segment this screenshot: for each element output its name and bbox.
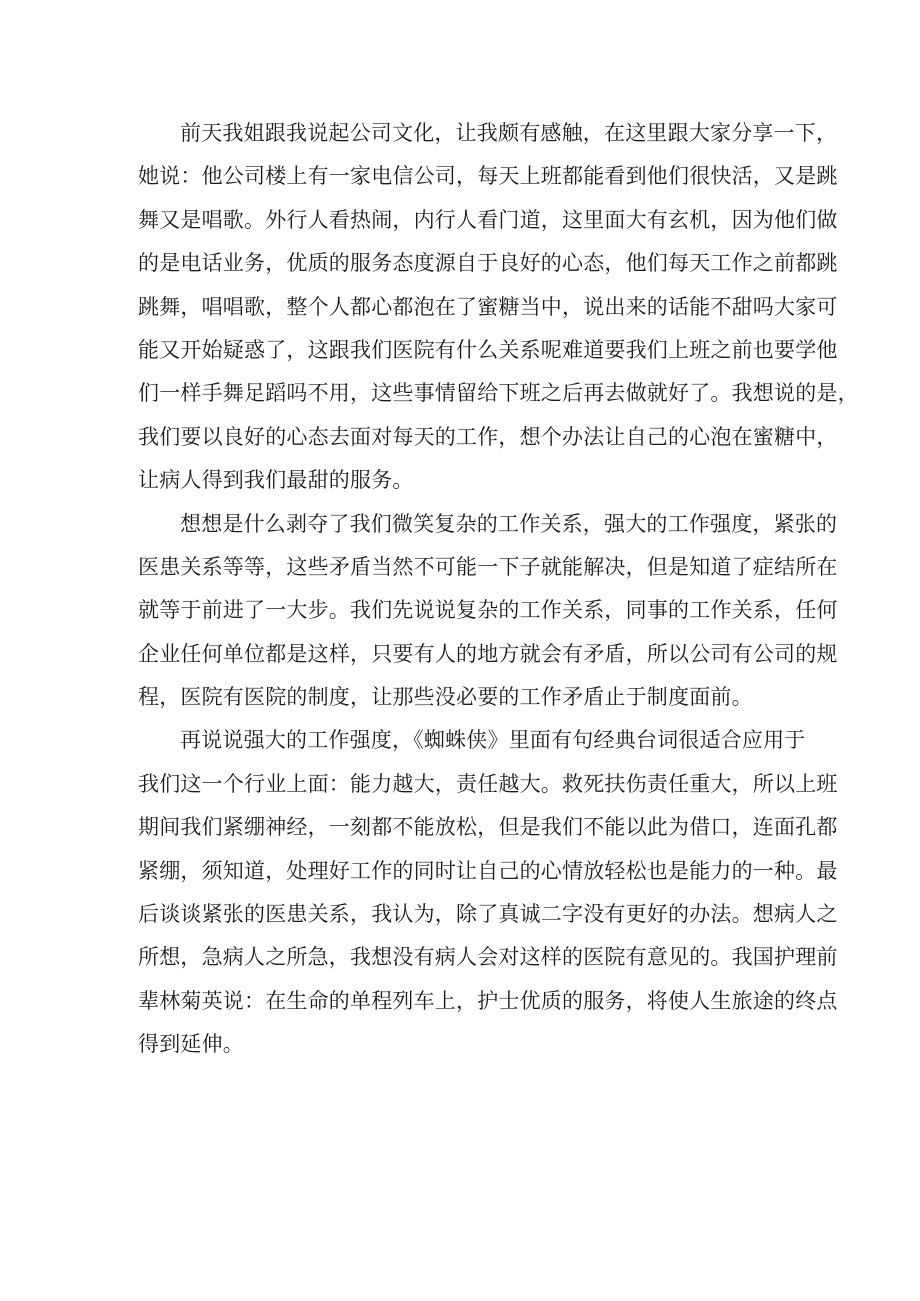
- text-line: 得到延伸。: [138, 1032, 244, 1057]
- text-line: 医患关系等等，这些矛盾当然不可能一下子就能解决，但是知道了症结所在: [138, 554, 838, 579]
- paragraph-2: [138, 503, 838, 720]
- text-line: 们一样手舞足蹈吗不用，这些事情留给下班之后再去做就好了。我想说的是，: [138, 381, 859, 406]
- text-line: 前天我姐跟我说起公司文化，让我颇有感触，在这里跟大家分享一下，: [180, 121, 838, 145]
- paragraph-3: [138, 719, 838, 1066]
- text-line: 想想是什么剥夺了我们微笑复杂的工作关系，强大的工作强度，紧张的: [180, 511, 838, 536]
- text-line: 程，医院有医院的制度，让那些没必要的工作矛盾止于制度面前。: [138, 685, 753, 710]
- document-body: [138, 112, 859, 1067]
- text-line: 企业任何单位都是这样，只要有人的地方就会有矛盾，所以公司有公司的规: [138, 641, 838, 666]
- text-line: 期间我们紧绷神经，一刻都不能放松，但是我们不能以此为借口，连面孔都: [138, 815, 838, 840]
- text-line: 的是电话业务，优质的服务态度源自于良好的心态，他们每天工作之前都跳: [138, 251, 838, 276]
- text-line: 紧绷，须知道，处理好工作的同时让自己的心情放轻松也是能力的一种。最: [138, 858, 838, 883]
- text-line: 让病人得到我们最甜的服务。: [138, 468, 414, 493]
- text-line: 舞又是唱歌。外行人看热闹，内行人看门道，这里面大有玄机，因为他们做: [138, 207, 838, 232]
- text-line: 她说：他公司楼上有一家电信公司，每天上班都能看到他们很快活，又是跳: [138, 164, 838, 189]
- paragraph-1: [138, 112, 859, 503]
- text-line: 我们这一个行业上面：能力越大，责任越大。救死扶伤责任重大，所以上班: [138, 771, 838, 796]
- text-line: 所想，急病人之所急，我想没有病人会对这样的医院有意见的。我国护理前: [138, 945, 838, 970]
- text-line: 就等于前进了一大步。我们先说说复杂的工作关系，同事的工作关系，任何: [138, 598, 838, 623]
- text-line: 后谈谈紧张的医患关系，我认为，除了真诚二字没有更好的办法。想病人之: [138, 902, 838, 927]
- text-line: 我们要以良好的心态去面对每天的工作，想个办法让自己的心泡在蜜糖中，: [138, 424, 838, 449]
- text-line: 能又开始疑惑了，这跟我们医院有什么关系呢难道要我们上班之前也要学他: [138, 337, 838, 362]
- text-line: 辈林菊英说：在生命的单程列车上，护士优质的服务，将使人生旅途的终点: [138, 988, 838, 1013]
- text-line: 跳舞，唱唱歌，整个人都心都泡在了蜜糖当中，说出来的话能不甜吗大家可: [138, 294, 838, 319]
- text-line: 再说说强大的工作强度，《蜘蛛侠》里面有句经典台词很适合应用于: [180, 728, 806, 753]
